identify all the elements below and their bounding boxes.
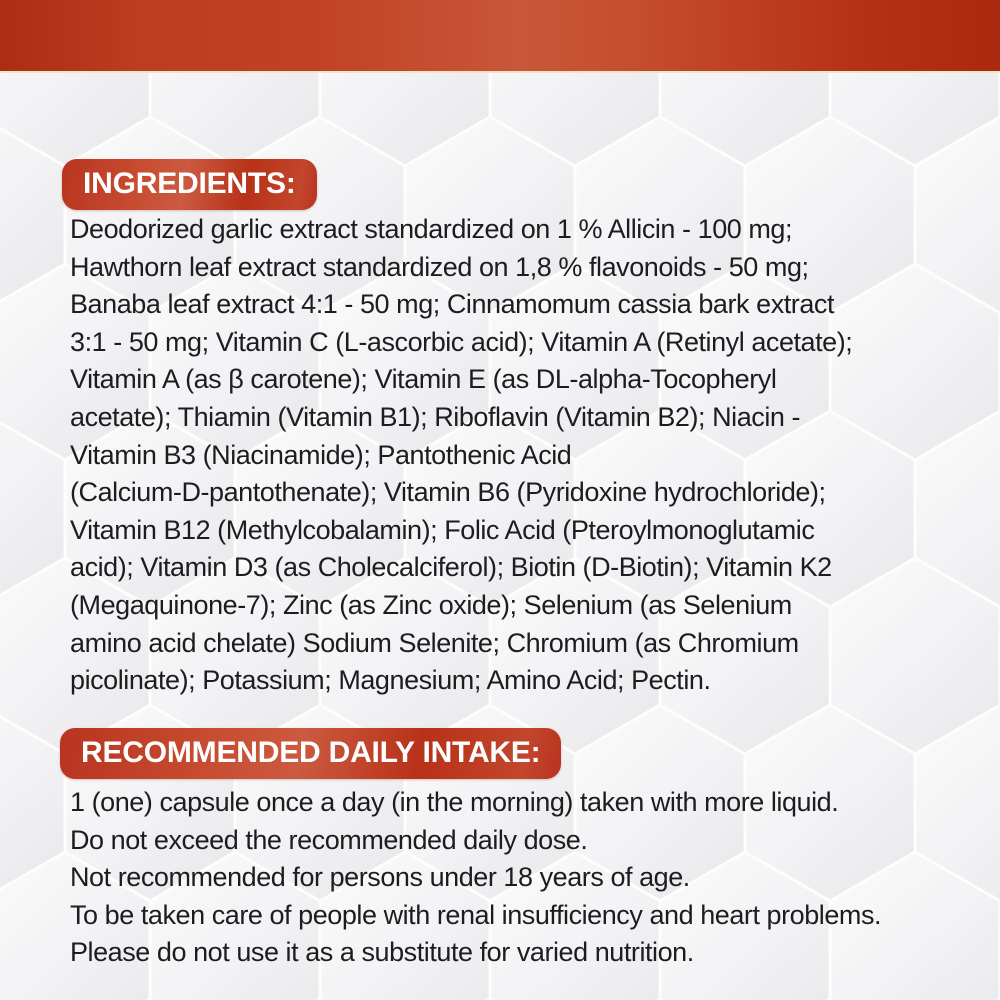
ingredients-line: Vitamin B3 (Niacinamide); Pantothenic Acid [70, 439, 572, 470]
intake-line: Not recommended for persons under 18 years of age. [70, 862, 690, 893]
ingredients-line: acetate); Thiamin (Vitamin B1); Riboflavin (Vitamin B2); Niacin - [70, 401, 801, 432]
intake-paragraph [70, 784, 881, 972]
ingredients-line: Vitamin A (as β carotene); Vitamin E (as DL-alpha-Tocopheryl [70, 364, 777, 395]
ingredients-line: Banaba leaf extract 4:1 - 50 mg; Cinnamomum cassia bark extract [70, 289, 835, 320]
ingredients-heading-badge: INGREDIENTS: [62, 159, 317, 210]
ingredients-line: amino acid chelate) Sodium Selenite; Chromium (as Chromium [70, 627, 799, 658]
intake-line: Please do not use it as a substitute for varied nutrition. [70, 937, 694, 968]
top-red-banner [0, 0, 1000, 73]
ingredients-line: (Megaquinone-7); Zinc (as Zinc oxide); Selenium (as Selenium [70, 589, 792, 620]
ingredients-line: acid); Vitamin D3 (as Cholecalciferol); Biotin (D-Biotin); Vitamin K2 [70, 552, 832, 583]
ingredients-line: (Calcium-D-pantothenate); Vitamin B6 (Pyridoxine hydrochloride); [70, 477, 826, 508]
ingredients-line: Hawthorn leaf extract standardized on 1,8 % flavonoids - 50 mg; [70, 251, 809, 282]
intake-heading-badge: RECOMMENDED DAILY INTAKE: [60, 728, 561, 779]
intake-line: 1 (one) capsule once a day (in the morning) taken with more liquid. [70, 787, 839, 817]
intake-line: Do not exceed the recommended daily dose. [70, 824, 588, 855]
ingredients-line: 3:1 - 50 mg; Vitamin C (L-ascorbic acid); Vitamin A (Retinyl acetate); [70, 326, 853, 357]
ingredients-paragraph [70, 211, 852, 700]
ingredients-line: Vitamin B12 (Methylcobalamin); Folic Acid (Pteroylmonoglutamic [70, 514, 815, 545]
ingredients-line: picolinate); Potassium; Magnesium; Amino Acid; Pectin. [70, 665, 711, 696]
intake-line: To be taken care of people with renal insufficiency and heart problems. [70, 899, 882, 930]
ingredients-line: Deodorized garlic extract standardized on 1 % Allicin - 100 mg; [70, 214, 793, 244]
